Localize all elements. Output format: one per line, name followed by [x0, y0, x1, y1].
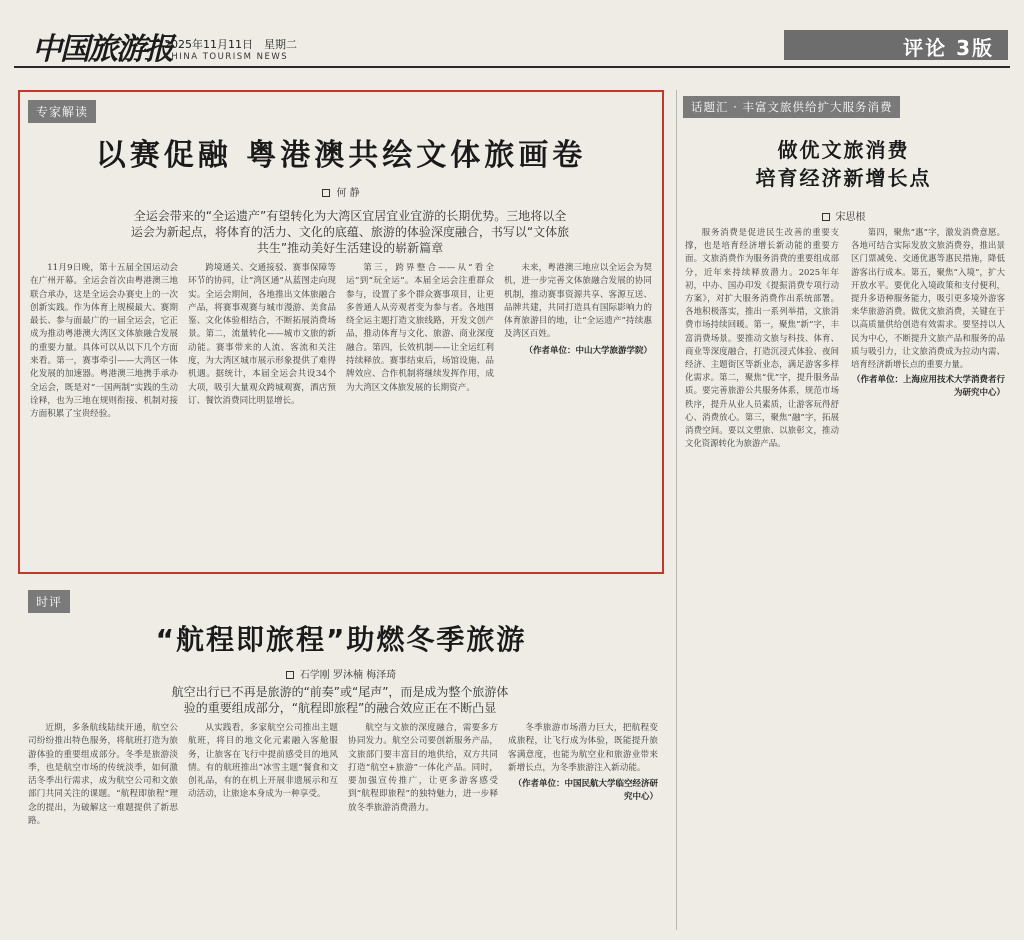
headline-line-2: 培育经济新增长点 — [755, 166, 932, 190]
square-icon — [822, 213, 830, 221]
body-column: 冬季旅游市场潜力巨大，把航程变成旅程，让飞行成为体验，既能提升旅客满意度，也能为航空业和旅游业带来新增长点，为冬季旅游注入新动能。 （作者单位：中国民航大学临空经济研究中心） — [508, 722, 658, 932]
newspaper-logo: 中国旅游报 — [32, 32, 172, 67]
column-tag: 专家解读 — [28, 100, 96, 123]
article-byline: 何 静 — [20, 184, 662, 199]
article-byline: 石学刚 罗沐楠 梅泽琦 — [28, 666, 654, 681]
article-body — [28, 722, 658, 932]
article-lede: 全运会带来的“全运遗产”有望转化为大湾区宜居宜业宜游的长期优势。三地将以全运会为新起点，将体育的活力、文化的底蕴、旅游的体验深度融合，书写以“文体旅共生”推动美好生活建设的崭新篇章 — [130, 209, 570, 255]
feature-article[interactable] — [18, 90, 664, 574]
article-byline: 宋思根 — [677, 208, 1010, 223]
body-column: 第三，跨界整合——从“看全运”到“玩全运”。本届全运会注重群众参与，设置了多个群众赛事项目，让更多普通人从旁观者变为参与者。各地围绕全运主题打造文旅线路，开发文创产品，推动体育与文化、旅游、商业深度融合。第四，长效机制——让全运红利持续释放。赛事结束后，场馆设施、品牌效应、合作机制将继续发挥作用，成为大湾区文体旅发展的长期资产。 — [346, 263, 494, 393]
article-headline: 以赛促融 粤港澳共绘文体旅画卷 — [95, 138, 587, 173]
body-column: 11月9日晚，第十五届全国运动会在广州开幕。全运会首次由粤港澳三地联合承办，这是全运会办赛史上的一次创新实践。作为体育上规模最大、赛期最长、参与面最广的一届全运会，它正成为推动粤港澳大湾区文体旅融合发展的重要力量。具体可以从以下几个方面来看。第一，赛事牵引——大湾区一体化发展的加速器。粤港澳三地携手承办全运会，既是对“一国两制”实践的生动诠释，也为三地在规则衔接、机制对接方面积累了宝贵经验。 — [30, 263, 178, 420]
article-body — [685, 226, 1005, 926]
square-icon — [286, 671, 294, 679]
article-lede: 航空出行已不再是旅游的“前奏”或“尾声”，而是成为整个旅游体验的重要组成部分，“航程即旅程”的融合效应正在不断凸显 — [171, 685, 509, 715]
body-column: 航空与文旅的深度融合，需要多方协同发力。航空公司要创新服务产品，文旅部门要丰富目的地供给，双方共同打造“航空+旅游”一体化产品。同时，要加强宣传推广，让更多游客感受到“航程即旅程”的独特魅力，进一步释放冬季旅游消费潜力。 — [348, 723, 498, 813]
column-tag: 话题汇 · 丰富文旅供给扩大服务消费 — [683, 96, 900, 118]
headline-line-1: 做优文旅消费 — [777, 138, 910, 162]
body-column: 未来，粤港澳三地应以全运会为契机，进一步完善文体旅融合发展的协同机制，推动赛事资源共享、客源互送、品牌共建，共同打造具有国际影响力的体育旅游目的地，让“全运遗产”持续惠及湾区百姓。 （作者单位：中山大学旅游学院） — [504, 262, 652, 562]
body-column: 服务消费是促进民生改善的重要支撑，也是培育经济增长新动能的重要方面。文旅消费作为服务消费的重要组成部分，近年来持续释放潜力。2025年年初，中办、国办印发《提振消费专项行动方案》，对扩大服务消费作出系统部署。各地积极落实，推出一系列举措，文旅消费市场持续回暖。第一，聚焦“新”字，丰富消费场景。要推动文旅与科技、体育、商业等深度融合，打造沉浸式体验、夜间经济、主题街区等新业态，满足游客多样化需求。第二，聚焦“优”字，提升服务品质。要完善旅游公共服务体系，规范市场秩序，提升从业人员素质，让游客玩得舒心、消费放心。第三，聚焦“融”字，拓展消费空间。要以文塑旅、以旅彰文，推动文化资源转化为旅游产品。 — [685, 227, 839, 449]
topic-article[interactable] — [676, 90, 1010, 930]
article-body — [30, 262, 652, 562]
newspaper-english-name: CHINA TOURISM NEWS — [164, 52, 289, 62]
author-affiliation: （作者单位：中国民航大学临空经济研究中心） — [513, 779, 658, 803]
body-column: 第四，聚焦“惠”字，激发消费意愿。各地可结合实际发放文旅消费券，推出景区门票减免、交通优惠等惠民措施，降低游客出行成本。第五，聚焦“入境”，扩大开放水平。要优化入境政策和支付便利，提升多语种服务能力，吸引更多境外游客来华旅游消费。做优文旅消费，关键在于以高质量供给创造有效需求。要坚持以人民为中心，不断提升文旅产品和服务的品质与吸引力，让文旅消费成为拉动内需、培育经济新增长点的重要力量。 （作者单位：上海应用技术大学消费者行为研究中心） — [851, 226, 1005, 926]
square-icon — [322, 189, 330, 197]
article-headline: “航程即旅程”助燃冬季旅游 — [155, 623, 527, 656]
author-affiliation: （作者单位：上海应用技术大学消费者行为研究中心） — [851, 375, 1005, 399]
issue-date: 2025年11月11日 星期二 — [164, 38, 297, 51]
body-column: 近期，多条航线陆续开通，航空公司纷纷推出特色服务，将航班打造为旅游体验的重要组成部分。冬季是旅游淡季，也是航空市场的传统淡季，如何激活冬季出行需求，成为航空公司和文旅部门共同关注的课题。“航程即旅程”理念的提出，为破解这一难题提供了新思路。 — [28, 723, 178, 827]
body-column: 跨境通关、交通接驳、赛事保障等环节的协同，让“湾区通”从蓝图走向现实。全运会期间，各地推出文体旅融合产品，将赛事观赛与城市漫游、美食品鉴、文化体验相结合，不断拓展消费场景。第二，流量转化——城市文旅的新动能。赛事带来的人流、客流和关注度，为大湾区城市展示形象提供了难得机遇。据统计，本届全运会共设34个大项，吸引大量观众跨城观赛，酒店预订、餐饮消费同比明显增长。 — [188, 263, 336, 406]
page-section-label: 评论 3版 — [784, 30, 1008, 60]
author-affiliation: （作者单位：中山大学旅游学院） — [524, 345, 652, 356]
masthead — [14, 16, 1010, 68]
article-headline — [677, 136, 1010, 192]
column-tag: 时评 — [28, 590, 70, 613]
body-column: 从实践看，多家航空公司推出主题航班，将目的地文化元素融入客舱服务，让旅客在飞行中提前感受目的地风情。有的航班推出“冰雪主题”餐食和文创礼品，有的在机上开展非遗展示和互动活动，让旅途本身成为一种享受。 — [188, 723, 338, 800]
